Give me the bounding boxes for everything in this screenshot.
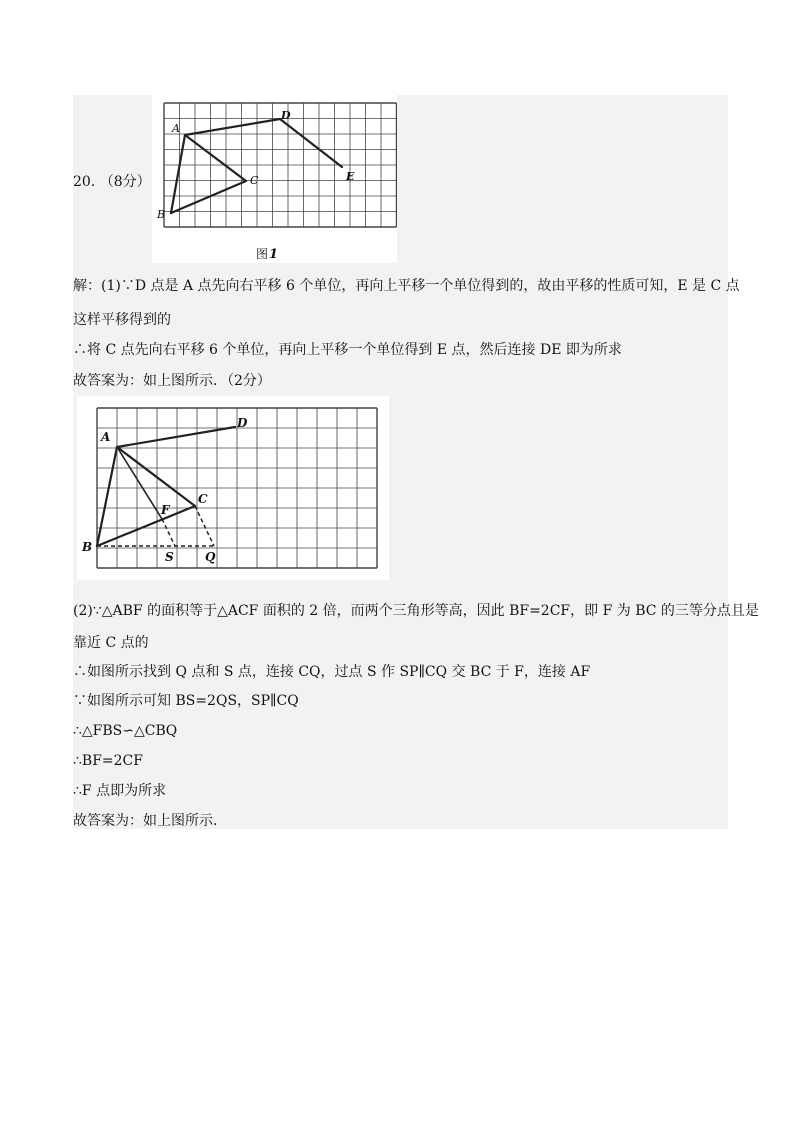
segment-AD	[185, 119, 280, 135]
segment-BC	[97, 506, 195, 546]
label-F: F	[161, 503, 170, 517]
figure-2-svg	[77, 396, 389, 580]
label-C: C	[250, 174, 259, 187]
segment-AC	[185, 135, 246, 181]
segment-FS	[162, 519, 175, 546]
label-D: D	[281, 109, 291, 122]
problem-number: 20.	[73, 174, 96, 190]
segment-AB	[171, 135, 185, 213]
label-B: B	[82, 540, 93, 554]
solution-part2-line3: ∴如图所示找到 Q 点和 S 点，连接 CQ，过点 S 作 SP∥CQ 交 BC 于 F，连接 AF	[73, 664, 591, 680]
segment-AB	[97, 447, 117, 546]
figure-2	[77, 396, 389, 580]
problem-header	[73, 173, 151, 191]
solution-part2-line1: (2)∵△ABF 的面积等于△ACF 面积的 2 倍，而两个三角形等高，因此 BF=2CF，即 F 为 BC 的三等分点且是	[73, 603, 759, 619]
figure-2-grid	[97, 408, 377, 568]
label-Q: Q	[205, 550, 216, 564]
solution-part2-line8: 故答案为：如上图所示．	[73, 813, 227, 829]
problem-points: （8分）	[99, 174, 151, 190]
segment-DE	[280, 119, 342, 167]
label-S: S	[165, 550, 174, 564]
label-E: E	[346, 170, 355, 183]
solution-part2-line4: ∵如图所示可知 BS=2QS，SP∥CQ	[73, 693, 299, 709]
figure-1-caption-prefix: 图	[256, 247, 269, 261]
solution-part2-line7: ∴F 点即为所求	[73, 783, 167, 799]
solution-part1-line3: ∴将 C 点先向右平移 6 个单位，再向上平移一个单位得到 E 点，然后连接 DE 即为所求	[73, 342, 622, 358]
solution-part1-line1: 解：(1)∵D 点是 A 点先向右平移 6 个单位，再向上平移一个单位得到的，故由平移的性质可知，E 是 C 点	[73, 278, 740, 294]
label-D: D	[237, 416, 248, 430]
segment-AC	[117, 447, 195, 506]
figure-1	[152, 95, 397, 263]
figure-1-caption-number: 1	[269, 247, 279, 262]
label-A: A	[172, 122, 180, 135]
solution-part1-line4: 故答案为：如上图所示．（2分）	[73, 373, 271, 389]
label-B: B	[157, 208, 166, 221]
solution-part1-line2: 这样平移得到的	[73, 312, 171, 328]
solution-part2-line2: 靠近 C 点的	[73, 635, 149, 651]
figure-1-svg	[152, 95, 397, 263]
segment-BC	[171, 181, 246, 213]
solution-part2-line6: ∴BF=2CF	[73, 753, 143, 769]
segment-CQ	[195, 506, 214, 546]
label-C: C	[198, 492, 208, 506]
solution-part2-line5: ∴△FBS∽△CBQ	[73, 723, 178, 739]
label-A: A	[101, 430, 111, 444]
figure-1-lines	[171, 119, 342, 213]
